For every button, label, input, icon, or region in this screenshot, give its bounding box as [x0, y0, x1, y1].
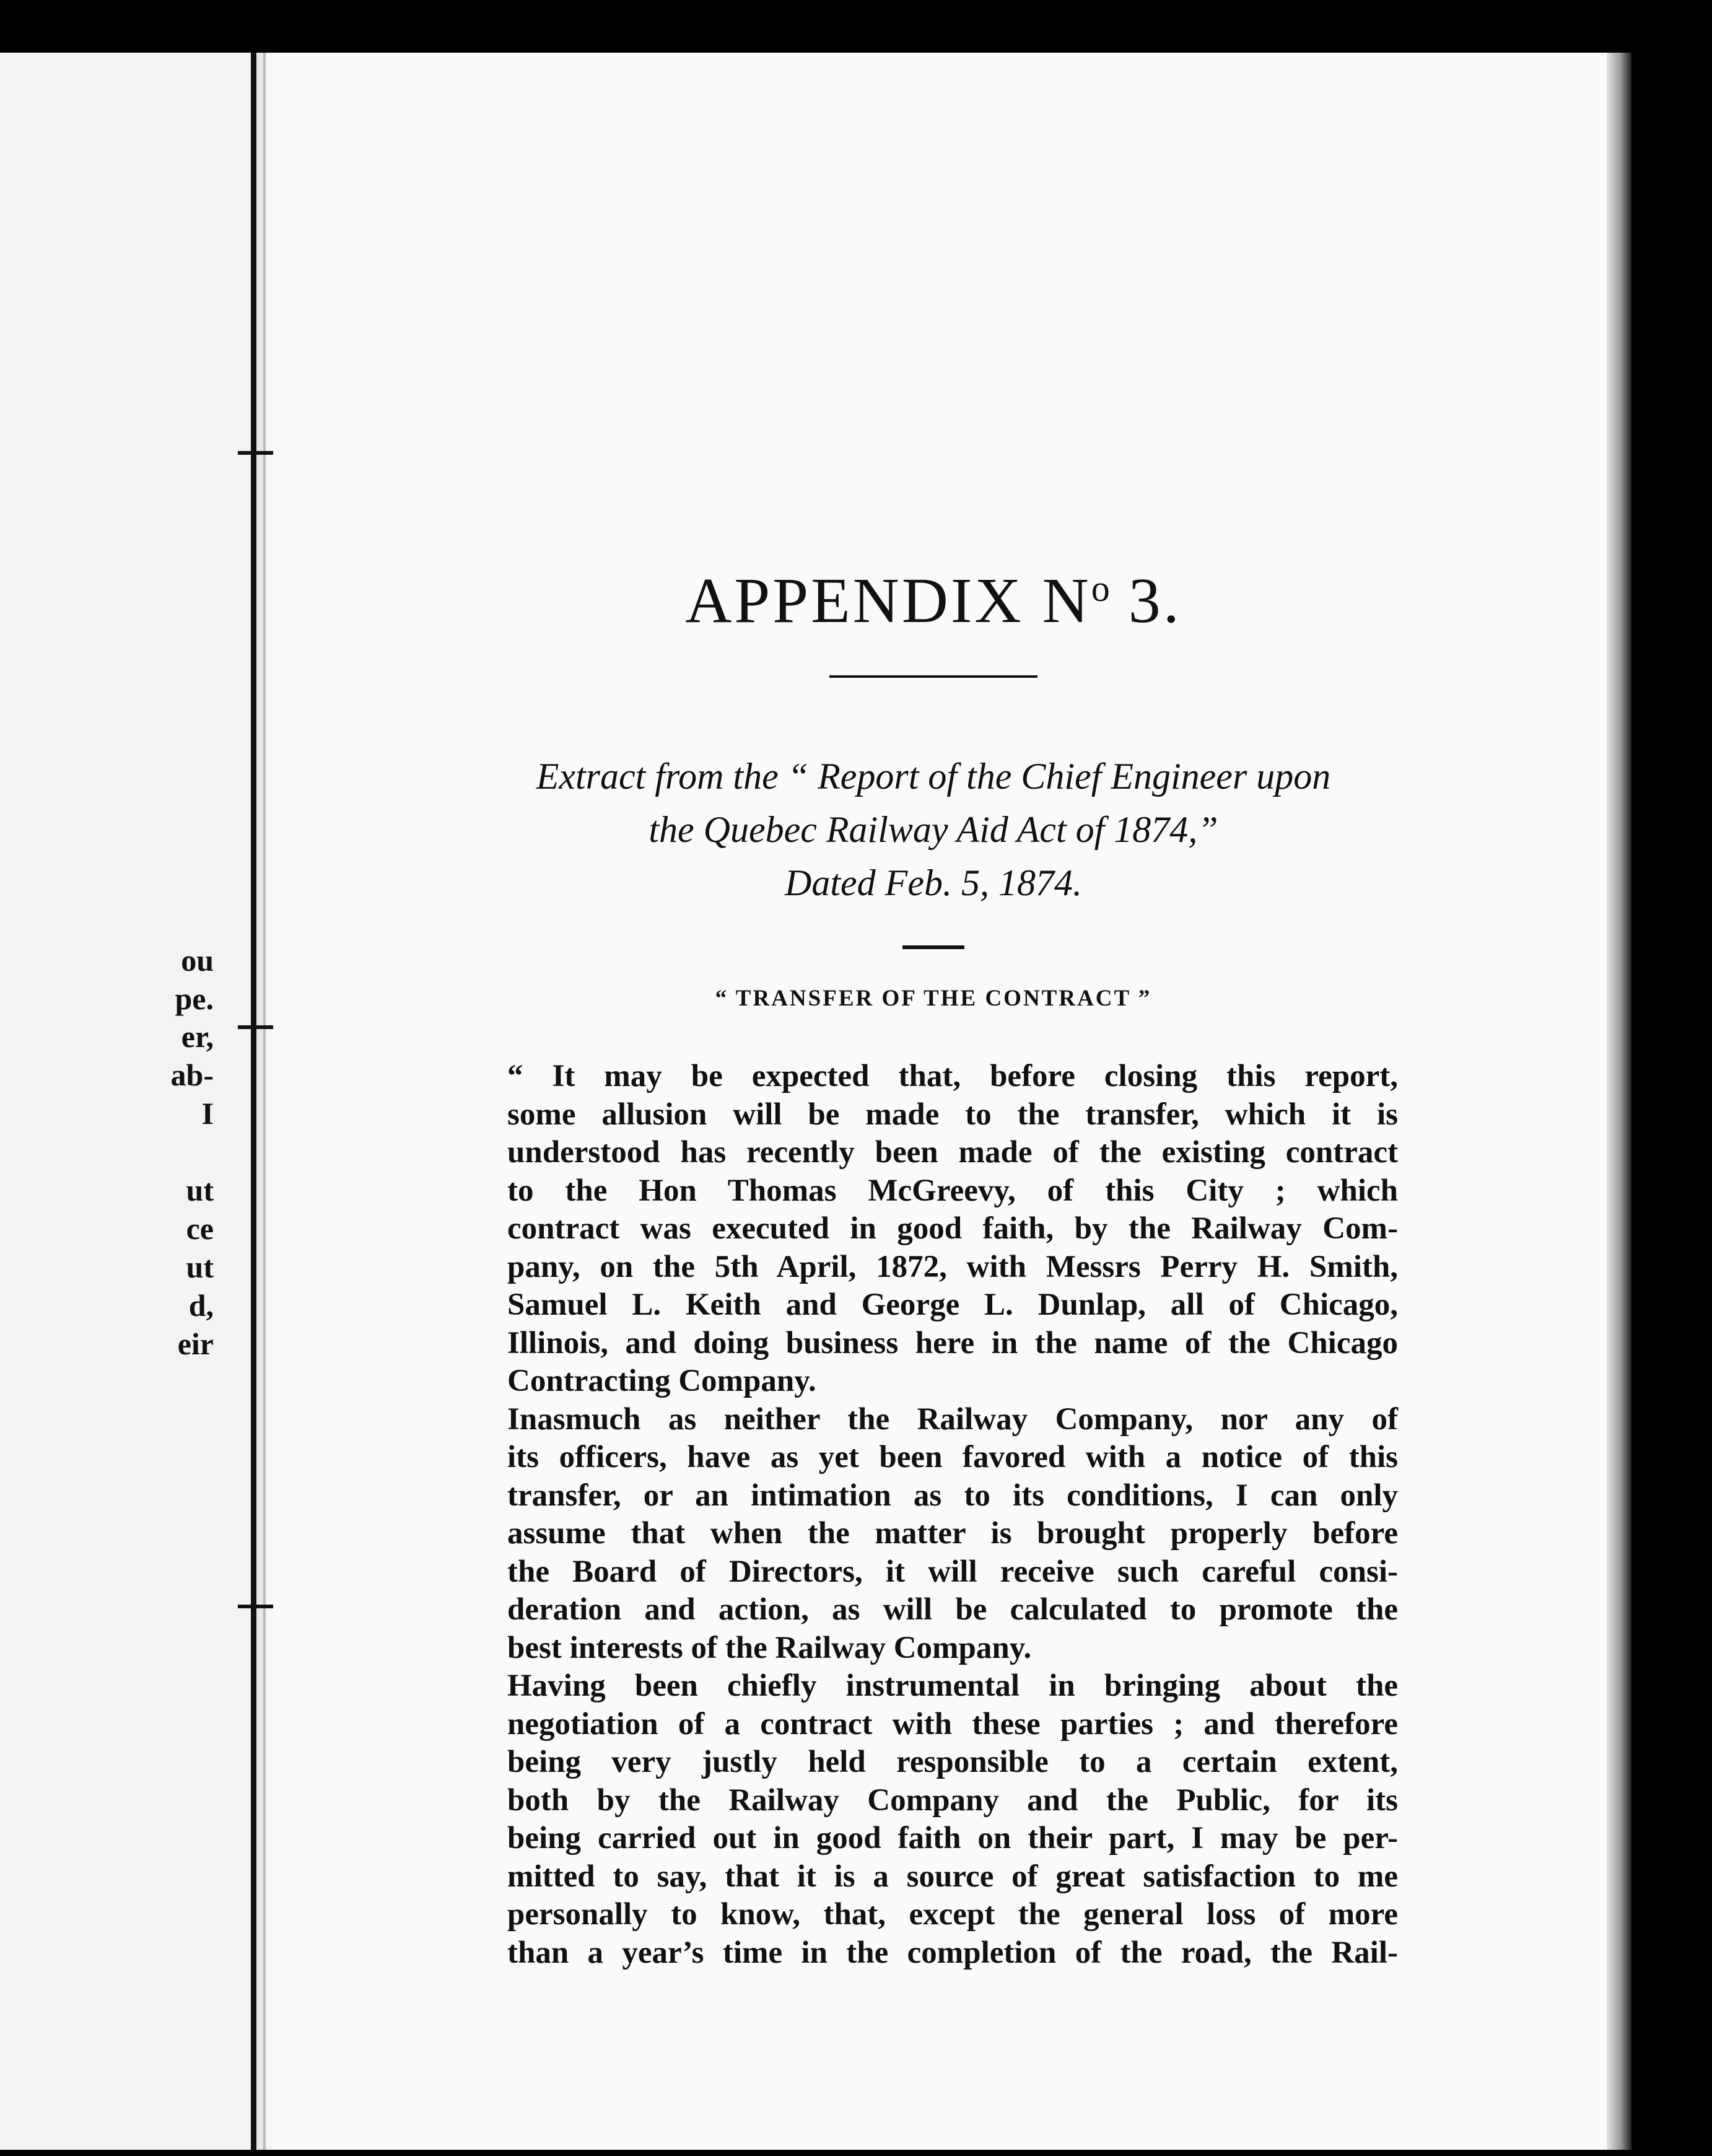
page-edge-shadow	[1607, 53, 1631, 2150]
left-fragment: ut	[186, 1173, 214, 1207]
text-line: Having been chiefly instrumental in bringing about the	[507, 1668, 1398, 1703]
subtitle-rule	[902, 945, 964, 949]
subtitle	[469, 750, 1398, 909]
binding-stitch	[238, 1605, 276, 1608]
text-line: to the Hon Thomas McGreevy, of this City ; which	[507, 1173, 1398, 1208]
text-line: transfer, or an intimation as to its conditions, I can only	[507, 1478, 1398, 1513]
text-line: being carried out in good faith on their part, I may be per-	[507, 1821, 1398, 1856]
previous-page-edge	[0, 53, 251, 2150]
text-line: pany, on the 5th April, 1872, with Messrs Perry H. Smith,	[507, 1249, 1398, 1284]
text-line: its officers, have as yet been favored with a notice of this	[507, 1440, 1398, 1475]
left-fragment: eir	[177, 1326, 214, 1361]
text-line: assume that when the matter is brought properly before	[507, 1516, 1398, 1551]
text-line: personally to know, that, except the general loss of more	[507, 1897, 1398, 1932]
text-line: some allusion will be made to the transfer, which it is	[507, 1097, 1398, 1132]
subtitle-line: the Quebec Railway Aid Act of 1874,”	[649, 809, 1218, 850]
left-fragment: ab-	[170, 1058, 214, 1092]
subtitle-line: Dated Feb. 5, 1874.	[785, 862, 1082, 903]
text-line: the Board of Directors, it will receive such careful consi-	[507, 1554, 1398, 1589]
left-fragment: d,	[188, 1288, 214, 1323]
left-fragment: ut	[186, 1250, 214, 1284]
paragraph	[469, 1058, 1398, 1401]
binding-stitch	[238, 1025, 276, 1029]
title-rule	[829, 675, 1037, 678]
page-title	[469, 564, 1398, 638]
text-line: “ It may be expected that, before closing this report,	[507, 1059, 1398, 1093]
body-text	[469, 1058, 1398, 1972]
text-line: best interests of the Railway Company.	[507, 1630, 1032, 1665]
document-page	[273, 53, 1607, 2150]
text-line: negotiation of a contract with these parties ; and therefore	[507, 1706, 1398, 1742]
text-line: Samuel L. Keith and George L. Dunlap, all of Chicago,	[507, 1287, 1398, 1322]
paragraph	[469, 1667, 1398, 1972]
left-fragment: I	[201, 1096, 214, 1131]
section-heading: “ TRANSFER OF THE CONTRACT ”	[715, 986, 1152, 1011]
title-main: APPENDIX N	[685, 565, 1091, 636]
left-fragment: ou	[181, 943, 214, 978]
text-line: being very justly held responsible to a certain extent,	[507, 1745, 1398, 1779]
text-line: deration and action, as will be calculated to promote the	[507, 1592, 1398, 1627]
binding-stitch	[238, 451, 276, 455]
text-line: Inasmuch as neither the Railway Company, nor any of	[507, 1401, 1398, 1437]
text-line: mitted to say, that it is a source of great satisfaction to me	[507, 1859, 1398, 1894]
left-fragment: er,	[181, 1019, 214, 1054]
text-line: both by the Railway Company and the Public, for its	[507, 1782, 1398, 1818]
title-superscript: o	[1091, 568, 1110, 609]
text-line: contract was executed in good faith, by the Railway Com-	[507, 1211, 1398, 1246]
text-line: Illinois, and doing business here in the name of the Chicago	[507, 1325, 1398, 1361]
paragraph	[469, 1401, 1398, 1668]
title-number: 3.	[1128, 565, 1182, 636]
left-fragment: ce	[186, 1211, 214, 1246]
subtitle-line: Extract from the “ Report of the Chief Engineer upon	[536, 756, 1331, 797]
text-line: Contracting Company.	[507, 1364, 816, 1398]
text-line: understood has recently been made of the existing contract	[507, 1135, 1398, 1170]
binding-gutter	[251, 53, 273, 2150]
text-line: than a year’s time in the completion of the road, the Rail-	[507, 1935, 1398, 1970]
left-fragment: pe.	[175, 981, 214, 1016]
